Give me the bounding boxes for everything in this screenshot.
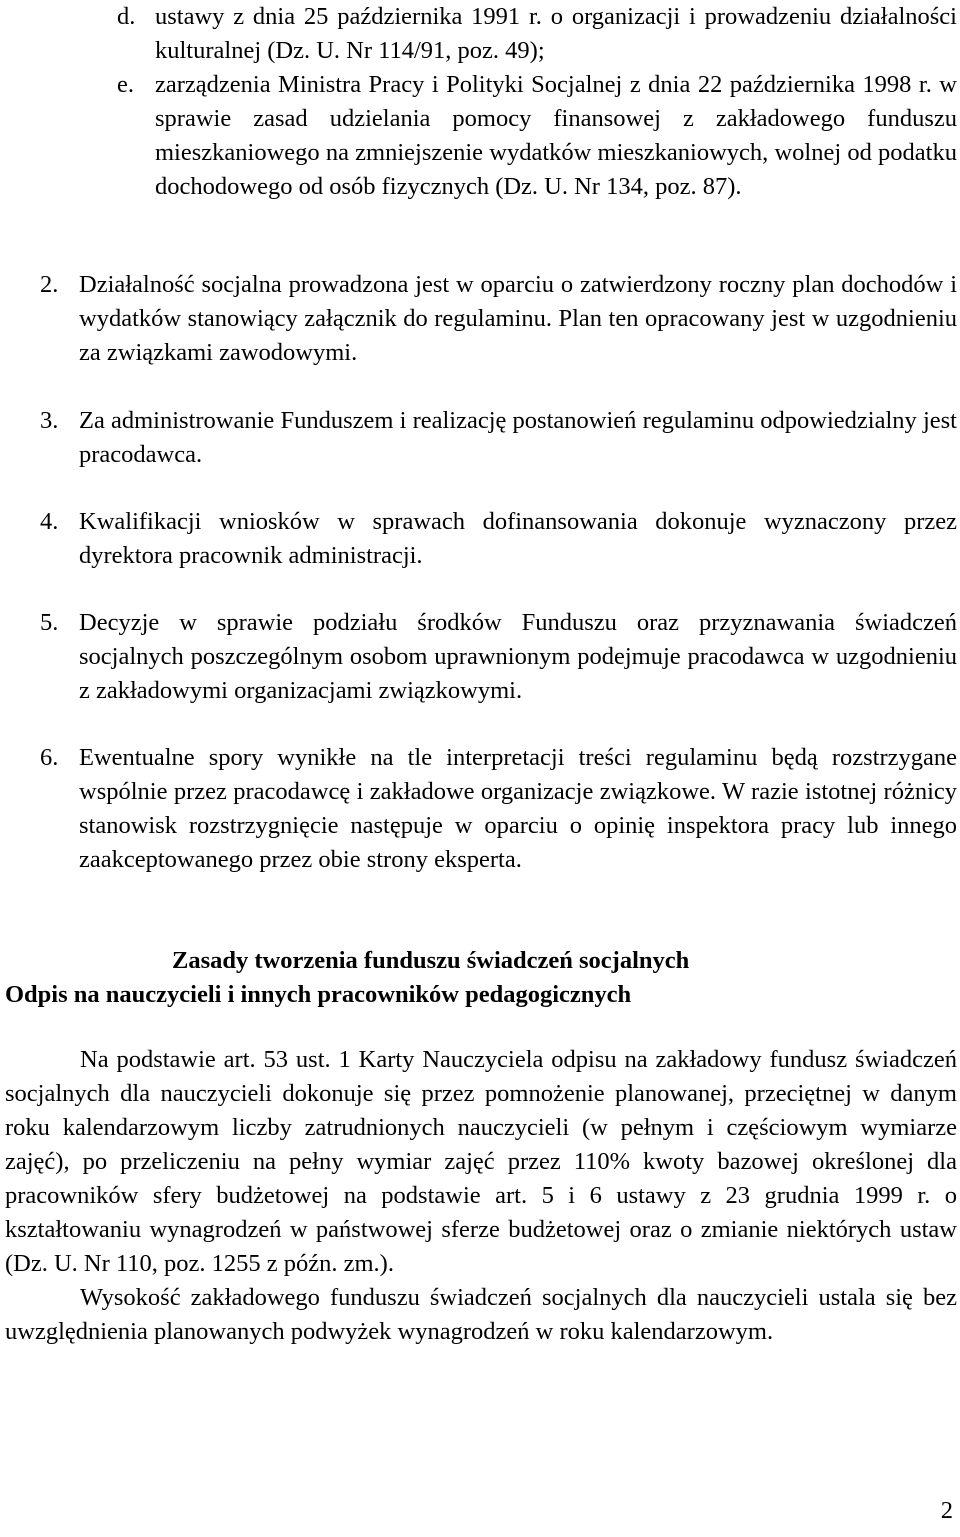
numbered-item-5 [40,606,957,708]
list-item-text: ustawy z dnia 25 października 1991 r. o organizacji i prowadzeniu działalności kulturalnej (Dz. U. Nr 114/91, poz. 49); [155,3,957,64]
item-number: 6. [40,744,59,771]
section-body [5,1043,957,1349]
list-letter: e. [117,71,134,98]
item-text: Decyzje w sprawie podziału środków Funduszu oraz przyznawania świadczeń socjalnych poszczególnym osobom uprawnionym podejmuje pracodawca w uzgodnieniu z zakładowymi organizacjami związkowymi. [79,609,957,704]
lettered-list [117,0,957,204]
item-text: Kwalifikacji wniosków w sprawach dofinansowania dokonuje wyznaczony przez dyrektora pracownik administracji. [79,508,957,569]
list-item-text: zarządzenia Ministra Pracy i Polityki Socjalnej z dnia 22 października 1998 r. w sprawie zasad udzielania pomocy finansowej z zakładowego funduszu mieszkaniowego na zmniejszenie wydatków mieszkaniowych, wolnej od podatku dochodowego od osób fizycznych (Dz. U. Nr 134, poz. 87). [155,71,957,200]
section-subheading: Odpis na nauczycieli i innych pracowników pedagogicznych [5,981,632,1008]
item-text: Za administrowanie Funduszem i realizację postanowień regulaminu odpowiedzialny jest pracodawca. [79,407,957,468]
item-number: 2. [40,271,59,298]
item-number: 5. [40,609,59,636]
numbered-item-4 [40,505,957,573]
body-paragraph: Na podstawie art. 53 ust. 1 Karty Nauczyciela odpisu na zakładowy fundusz świadczeń socjalnych dla nauczycieli dokonuje się przez pomnożenie planowanej, przeciętnej w danym roku kalendarzowym liczby zatrudnionych nauczycieli (w pełnym i częściowym wymiarze zajęć), po przeliczeniu na pełny wymiar zajęć przez 110% kwoty bazowej określonej dla pracowników sfery budżetowej na podstawie art. 5 i 6 ustawy z 23 grudnia 1999 r. o kształtowaniu wynagrodzeń w państwowej sferze budżetowej oraz o zmianie niektórych ustaw (Dz. U. Nr 110, poz. 1255 z późn. zm.). [5,1046,957,1277]
list-item-d [117,0,957,68]
page-number: 2 [940,1497,953,1524]
item-number: 3. [40,407,59,434]
list-item-e [117,68,957,204]
list-letter: d. [117,3,136,30]
section-headings [0,944,960,1012]
section-heading: Zasady tworzenia funduszu świadczeń socjalnych [172,947,690,974]
numbered-item-6 [40,741,957,877]
numbered-item-3 [40,404,957,472]
item-text: Ewentualne spory wynikłe na tle interpretacji treści regulaminu będą rozstrzygane wspólnie przez pracodawcę i zakładowe organizacje związkowe. W razie istotnej różnicy stanowisk rozstrzygnięcie następuje w oparciu o opinię inspektora pracy lub innego zaakceptowanego przez obie strony eksperta. [79,744,957,873]
body-paragraph: Wysokość zakładowego funduszu świadczeń socjalnych dla nauczycieli ustala się bez uwzględnienia planowanych podwyżek wynagrodzeń w roku kalendarzowym. [5,1284,957,1345]
item-number: 4. [40,508,59,535]
item-text: Działalność socjalna prowadzona jest w oparciu o zatwierdzony roczny plan dochodów i wydatków stanowiący załącznik do regulaminu. Plan ten opracowany jest w uzgodnieniu za związkami zawodowymi. [79,271,957,366]
numbered-item-2 [40,268,957,370]
